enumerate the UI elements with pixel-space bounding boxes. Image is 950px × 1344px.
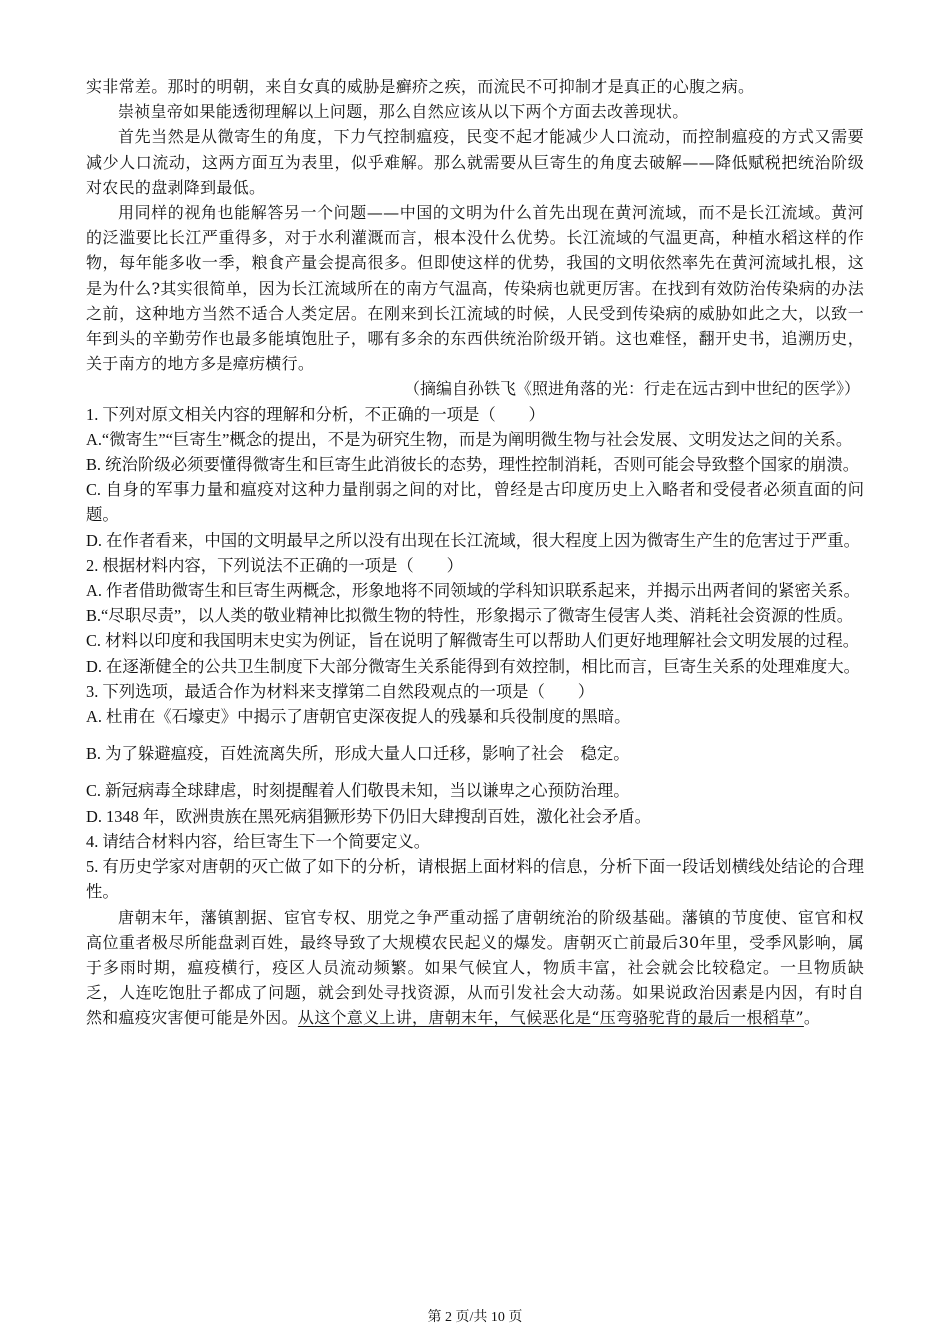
question-3-option-b: B. 为了躲避瘟疫，百姓流离失所，形成大量人口迁移，影响了社会 稳定。 [86, 744, 630, 764]
passage-paragraph-2: 首先当然是从微寄生的角度，下力气控制瘟疫，民变不起才能减少人口流动，而控制瘟疫的方式又需要减少人口流动，这两方面互为表里，似乎难解。那么就需要从巨寄生的角度去破解——降低赋税把统治阶级对农民的盘剥降到最低。 [86, 127, 864, 197]
question-5-passage-tail: 。 [803, 1008, 821, 1028]
question-5-passage-text: 唐朝末年，藩镇割据、宦官专权、朋党之争严重动摇了唐朝统治的阶级基础。藩镇的节度使、宦官和权高位重者极尽所能盘剥百姓，最终导致了大规模农民起义的爆发。唐朝灭亡前最后30年里，受季风影响，属于多雨时期，瘟疫横行，疫区人员流动频繁。如果气候宜人，物质丰富，社会就会比较稳定。一旦物质缺乏，人连吃饱肚子都成了问题，就会到处寻找资源，从而引发社会大动荡。如果说政治因素是内因，有时自然和瘟疫灾害便可能是外因。 [86, 907, 864, 1028]
question-1-option-b: B. 统治阶级必须要懂得微寄生和巨寄生此消彼长的态势，理性控制消耗，否则可能会导致整个国家的崩溃。 [86, 455, 860, 475]
question-5-stem: 5. 有历史学家对唐朝的灭亡做了如下的分析，请根据上面材料的信息，分析下面一段话划横线处结论的合理性。 [86, 857, 864, 902]
question-5-passage [86, 905, 864, 1031]
passage-paragraph-3: 用同样的视角也能解答另一个问题——中国的文明为什么首先出现在黄河流域，而不是长江流域。黄河的泛滥要比长江严重得多，对于水利灌溉而言，根本没什么优势。长江流域的气温更高，种植水稻这样的作物，每年能多收一季，粮食产量会提高很多。但即使这样的优势，我国的文明依然率先在黄河流域扎根，这是为什么?其实很简单，因为长江流域所在的南方气温高，传染病也就更厉害。在找到有效防治传染病的办法之前，这种地方当然不适合人类定居。在刚来到长江流域的时候，人民受到传染病的威胁如此之大，以致一年到头的辛勤劳作也最多能填饱肚子，哪有多余的东西供统治阶级开销。这也难怪，翻开史书，追溯历史，关于南方的地方多是瘴疠横行。 [86, 203, 864, 374]
question-1-option-a: A.“微寄生”“巨寄生”概念的提出，不是为研究生物，而是为阐明微生物与社会发展、文明发达之间的关系。 [86, 429, 853, 449]
question-1-option-d: D. 在作者看来，中国的文明最早之所以没有出现在长江流域，很大程度上因为微寄生产生的危害过于严重。 [86, 530, 860, 550]
spacer [86, 766, 864, 778]
question-4-stem: 4. 请结合材料内容，给巨寄生下一个简要定义。 [86, 831, 431, 851]
question-2-option-c: C. 材料以印度和我国明末史实为例证，旨在说明了解微寄生可以帮助人们更好地理解社会文明发展的过程。 [86, 631, 860, 651]
question-3-option-a: A. 杜甫在《石壕吏》中揭示了唐朝官吏深夜捉人的残暴和兵役制度的黑暗。 [86, 707, 631, 727]
passage-source: （摘编自孙铁飞《照进角落的光：行走在远古到中世纪的医学》） [403, 379, 860, 399]
question-3-option-c: C. 新冠病毒全球肆虐，时刻提醒着人们敬畏未知，当以谦卑之心预防治理。 [86, 781, 630, 801]
question-2-option-b: B.“尽职尽责”，以人类的敬业精神比拟微生物的特性，形象揭示了微寄生侵害人类、消耗社会资源的性质。 [86, 606, 854, 626]
question-1-option-c: C. 自身的军事力量和瘟疫对这种力量削弱之间的对比，曾经是古印度历史上入略者和受侵者必须直面的问题。 [86, 480, 864, 525]
passage-paragraph-0: 实非常差。那时的明朝，来自女真的威胁是癣疥之疾，而流民不可抑制才是真正的心腹之病。 [86, 77, 755, 96]
page-content [86, 74, 864, 1031]
passage-paragraph-1: 崇祯皇帝如果能透彻理解以上问题，那么自然应该从以下两个方面去改善现状。 [118, 102, 689, 122]
question-5-underlined-conclusion: 从这个意义上讲，唐朝末年，气候恶化是“压弯骆驼背的最后一根稻草” [297, 1008, 804, 1028]
question-2-option-d: D. 在逐渐健全的公共卫生制度下大部分微寄生关系能得到有效控制，相比而言，巨寄生关系的处理难度大。 [86, 656, 860, 676]
question-2-stem: 2. 根据材料内容，下列说法不正确的一项是（ ） [86, 555, 463, 575]
question-3-option-d: D. 1348 年，欧洲贵族在黑死病猖獗形势下仍旧大肆搜刮百姓，激化社会矛盾。 [86, 806, 652, 826]
question-2-option-a: A. 作者借助微寄生和巨寄生两概念，形象地将不同领域的学科知识联系起来，并揭示出两者间的紧密关系。 [86, 581, 860, 601]
question-1-stem: 1. 下列对原文相关内容的理解和分析，不正确的一项是（ ） [86, 404, 545, 424]
question-3-stem: 3. 下列选项，最适合作为材料来支撑第二自然段观点的一项是（ ） [86, 681, 595, 701]
page-footer: 第 2 页/共 10 页 [427, 1310, 523, 1325]
spacer [86, 729, 864, 741]
